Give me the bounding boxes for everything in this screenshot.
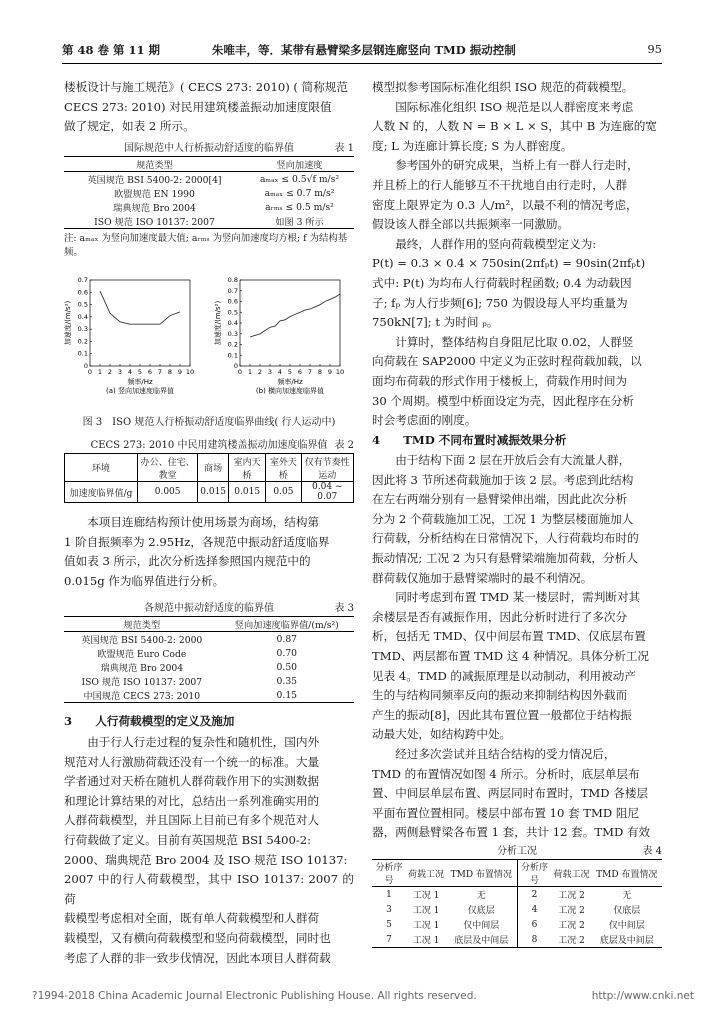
text-line: 假设该人群全部以共振频率一同激励。 <box>372 217 570 232</box>
table-cell: 底层及中间层 <box>599 936 654 946</box>
table-caption <box>64 139 354 154</box>
text-line: 2007 中的行人荷载模型，其中 ISO 10137: 2007 的荷 <box>64 872 354 906</box>
text-line: 考虑了人群的非一致步伐情况，因此本项目人群荷载 <box>64 950 331 965</box>
table-caption-text: CECS 273: 2010 中民用建筑楼盖振动加速度临界值 <box>90 440 328 451</box>
chart-subtitle: (a) 竖向加速度临界值 <box>106 387 174 395</box>
x-tick-label: 1 <box>97 368 103 376</box>
x-axis-label: 频率/Hz <box>127 378 153 386</box>
table-header: 办公、住宅、教堂 <box>138 454 198 482</box>
text-line: 动最大处，如结构跨中处。 <box>372 727 512 742</box>
y-tick-label: 0.1 <box>77 349 88 358</box>
table-cell: 6 <box>531 919 538 930</box>
x-tick-label: 0 <box>87 368 93 376</box>
y-tick-label: 0.3 <box>227 329 238 338</box>
text-line: 并且桥上的行人能够互不干扰地自由行走时，人群 <box>372 177 628 192</box>
article-authors-title: 朱唯丰，等．某带有悬臂梁多层钢连廊竖向 TMD 振动控制 <box>212 43 516 57</box>
table-cell: 工况 2 <box>558 921 585 931</box>
table-cell: aₘₐₓ ≤ 0.7 m/s² <box>264 187 335 199</box>
x-tick-label: 3 <box>117 368 123 376</box>
plot-frame <box>240 280 340 366</box>
x-tick-label: 7 <box>307 368 313 376</box>
x-tick-label: 0 <box>237 368 243 376</box>
table-header: 分析序号 <box>521 863 549 886</box>
table-cell: 0.05 <box>266 482 301 503</box>
x-tick-label: 10 <box>185 368 195 376</box>
table-cell: 0.50 <box>276 661 298 673</box>
y-tick-label: 0.6 <box>77 288 88 297</box>
x-tick-label: 7 <box>157 368 163 376</box>
table-cell: 7 <box>386 934 392 945</box>
text-line: CECS 273: 2010) 对民用建筑楼盖振动加速度限值 <box>64 99 332 114</box>
text-line: 国际标准化组织 ISO 规范是以人群密度来考虑 <box>395 99 634 114</box>
text-line: 人数 N 的，人数 N = B × L × S，其中 B 为连廊的宽 <box>372 119 657 134</box>
text-line: 子; fₚ 为人行步频[6]; 750 为假设每人平均重量为 <box>372 295 628 310</box>
y-tick-label: 0.7 <box>77 276 88 284</box>
table-cell: 0.04 ~ 0.07 <box>301 482 353 503</box>
table-cell: 0.70 <box>276 647 298 659</box>
series-line <box>100 291 180 324</box>
text-line: 最终，人群作用的竖向荷载模型定义为: <box>395 236 597 251</box>
table-header: 竖向加速度临界值/(m/s²) <box>234 620 339 631</box>
text-line: 和理论计算结果的对比，总结出一系列准确实用的 <box>64 793 320 808</box>
table-cell: 2 <box>531 889 538 900</box>
page-number: 95 <box>647 42 662 56</box>
table-cell: 0.015 <box>229 482 266 503</box>
table-2 <box>64 436 354 503</box>
text-line: TMD 的布置情况如图 4 所示。分析时，底层单层布 <box>372 766 640 781</box>
text-line: 余楼层是否有减振作用，因此分析时进行了多次分 <box>372 609 628 624</box>
y-tick-label: 0.5 <box>77 300 88 309</box>
table-cell: ISO 规范 ISO 10137: 2007 <box>94 217 215 228</box>
y-axis-label: 加速度/(m/s²) <box>64 300 72 346</box>
x-tick-label: 5 <box>287 368 293 376</box>
table-caption <box>64 436 354 451</box>
table-cell: 瑞典规范 Bro 2004 <box>113 203 196 214</box>
table-cell: 英国规范 BSI 5400-2: 2000[4] <box>87 175 222 186</box>
table-cell: 中国规范 CECS 273: 2010 <box>83 691 201 702</box>
text-line: P(t) = 0.3 × 0.4 × 750sin(2πfₚt) = 90sin(2πfₚt) <box>372 256 646 271</box>
y-tick-label: 0.1 <box>227 351 238 360</box>
text-line: 振动情况; 工况 2 为只有悬臂梁端施加荷载，分析人 <box>372 550 638 565</box>
table-caption-text: 各规范中振动舒适度的临界值 <box>144 603 274 614</box>
text-line: 人群荷载模型，并且国际上目前已有多个规范对人 <box>64 813 320 828</box>
running-header <box>62 40 662 60</box>
table-cell: 工况 1 <box>412 921 440 931</box>
text-line: 本项目连廊结构预计使用场景为商场，结构第 <box>87 515 320 529</box>
y-tick-label: 0.3 <box>77 325 88 334</box>
plot-frame <box>90 280 190 366</box>
table-header: 荷载工况 <box>553 869 590 880</box>
table-cell: 工况 1 <box>412 936 440 946</box>
table-cell: ISO 规范 ISO 10137: 2007 <box>81 677 203 688</box>
text-line: 群荷载仅施加于悬臂梁端时的最不利情况。 <box>372 570 593 585</box>
x-tick-label: 2 <box>257 368 263 376</box>
y-tick-label: 0.4 <box>227 319 238 327</box>
table-3-grid <box>64 616 354 703</box>
y-tick-label: 0.6 <box>227 297 238 306</box>
table-cell: 3 <box>386 904 392 915</box>
table-header: TMD 布置情况 <box>596 869 658 880</box>
x-tick-label: 6 <box>297 368 303 376</box>
table-caption-text: 分析工况 <box>497 846 537 857</box>
x-tick-label: 8 <box>317 368 323 376</box>
table-header: TMD 布置情况 <box>446 860 517 887</box>
text-line: 经过多次尝试并且结合结构的受力情况后， <box>395 746 616 761</box>
text-line: 置、中间层单层布置、两层同时布置时，TMD 各楼层 <box>372 786 649 801</box>
left-para-3 <box>64 733 354 968</box>
x-tick-label: 4 <box>277 368 283 376</box>
table-caption <box>372 842 662 857</box>
table-header: 竖向加速度 <box>276 160 323 171</box>
table-4 <box>372 842 662 948</box>
table-header: 规范类型 <box>136 160 173 171</box>
table-1-grid <box>64 156 354 229</box>
table-cell: 如图 3 所示 <box>275 217 324 228</box>
table-cell: 0.005 <box>138 482 198 503</box>
table-cell: 5 <box>386 919 392 930</box>
table-cell: 0.87 <box>276 633 298 645</box>
text-line: 做了规定，如表 2 所示。 <box>64 119 195 134</box>
text-line: 器，两侧悬臂梁各布置 1 套，共计 12 套。TMD 有效 <box>372 825 651 840</box>
chart-subtitle: (b) 横向加速度临界值 <box>255 387 325 395</box>
right-text-block-2 <box>372 451 662 843</box>
x-axis-label: 频率/Hz <box>277 378 303 386</box>
y-tick-label: 0.8 <box>227 276 238 284</box>
text-line: 度; L 为连廊计算长度; S 为人群密度。 <box>372 138 573 153</box>
x-tick-label: 4 <box>127 368 133 376</box>
table-number: 表 2 <box>334 440 354 451</box>
table-cell: 加速度临界值/g <box>65 482 138 503</box>
table-cell: 0.15 <box>276 689 298 701</box>
table-cell: 工况 2 <box>558 936 585 946</box>
text-line: TMD、两层都布置 TMD 这 4 种情况。具体分析工况 <box>372 648 650 663</box>
table-1 <box>64 139 354 260</box>
figure-3-caption: 图 3 ISO 规范人行桥振动舒适度临界曲线( 行人运动中) <box>82 417 336 428</box>
table-cell: 瑞典规范 Bro 2004 <box>100 663 184 674</box>
text-line: 0.015g 作为临界值进行分析。 <box>64 573 225 588</box>
text-line: 因此将 3 节所述荷载施加于该 2 层。考虑到此结构 <box>372 472 634 487</box>
y-tick-label: 0.7 <box>227 286 238 295</box>
y-tick-label: 0 <box>233 362 238 370</box>
text-line: 在左右两端分别有一悬臂梁伸出端，因此此次分析 <box>372 492 628 507</box>
journal-volume: 第 48 卷 第 11 期 <box>62 43 161 57</box>
y-axis-label: 加速度/(m/s²) <box>214 300 222 346</box>
chart-b <box>213 276 344 395</box>
table-cell: 工况 2 <box>558 906 585 916</box>
text-line: 面均布荷载的形式作用于楼板上，荷载作用时间为 <box>372 373 628 388</box>
text-line: 值如表 3 所示，此次分析选择参照国内规范中的 <box>64 554 311 569</box>
table-header: 规范类型 <box>123 620 161 631</box>
text-line: 计算时，整体结构自身阻尼比取 0.02，人群竖 <box>395 334 634 349</box>
y-tick-label: 0.5 <box>227 308 238 317</box>
table-cell: 仅中间层 <box>446 917 517 932</box>
table-cell: 工况 1 <box>412 891 440 901</box>
x-tick-label: 3 <box>267 368 273 376</box>
left-intro <box>64 78 354 137</box>
text-line: 向荷载在 SAP2000 中定义为正弦时程荷载加载，以 <box>372 354 642 369</box>
text-line: 750kN[7]; t 为时间 ₚ。 <box>372 315 499 330</box>
text-line: 行荷载，分析结构在日常情况下，人行荷载均布时的 <box>372 531 639 546</box>
table-cell: 无 <box>446 887 517 903</box>
text-line: 参考国外的研究成果，当桥上有一群人行走时， <box>395 158 639 173</box>
table-2-grid <box>64 453 354 503</box>
right-text-block-1 <box>372 78 662 431</box>
table-header: 分析序号 <box>375 863 403 886</box>
table-cell: 0.015 <box>198 482 229 503</box>
section-3-title: 3 人行荷载模型的定义及施加 <box>64 714 235 728</box>
x-tick-label: 8 <box>167 368 173 376</box>
x-tick-label: 2 <box>107 368 113 376</box>
table-number: 表 1 <box>334 143 354 154</box>
text-line: 产生的振动[8]，因此其布置位置一般都位于结构振 <box>372 707 632 722</box>
table-cell: 1 <box>386 889 392 900</box>
copyright: ?1994-2018 China Academic Journal Electronic Publishing House. All rights reserved. <box>32 990 477 1002</box>
x-tick-label: 10 <box>335 368 345 376</box>
text-line: 时会考虑面的刚度。 <box>372 413 477 428</box>
table-3 <box>64 599 354 703</box>
y-tick-label: 0.2 <box>227 340 238 349</box>
table-header: 商场 <box>198 454 229 482</box>
y-tick-label: 0.2 <box>77 337 88 346</box>
table-cell: 工况 1 <box>412 906 440 916</box>
text-line: 载模型考虑相对全面，既有单人荷载模型和人群荷 <box>64 911 320 926</box>
table-header: 室外天桥 <box>266 454 301 482</box>
table-1-note: 注: aₘₐₓ 为竖向加速度最大值; aᵣₘₛ 为竖向加速度均方根; f 为结构基频。 <box>64 233 348 258</box>
left-para-2 <box>64 513 354 591</box>
table-cell: 仅底层 <box>613 906 641 916</box>
text-line: 同时考虑到布置 TMD 某一楼层时，需判断对其 <box>395 590 641 605</box>
x-tick-label: 5 <box>137 368 143 376</box>
table-cell: 欧盟规范 Euro Code <box>97 649 187 660</box>
table-cell: 英国规范 BSI 5400-2: 2000 <box>81 635 203 646</box>
text-line: 由于行人行走过程的复杂性和随机性，国内外 <box>87 735 320 749</box>
table-header: 仅有节奏性运动 <box>301 454 353 482</box>
series-line <box>250 294 340 337</box>
x-tick-label: 6 <box>147 368 153 376</box>
table-header: 环境 <box>65 454 138 482</box>
table-header: 室内天桥 <box>229 454 266 482</box>
text-line: 1 阶自振频率为 2.95Hz，各规范中振动舒适度临界 <box>64 534 330 549</box>
table-header: 荷载工况 <box>408 869 445 880</box>
table-cell: aᵣₘₛ ≤ 0.5 m/s² <box>265 201 334 213</box>
table-cell: 4 <box>531 904 538 915</box>
table-number: 表 4 <box>642 846 662 857</box>
table-cell: 仅中间层 <box>608 921 645 931</box>
text-line: 2000、瑞典规范 Bro 2004 及 ISO 规范 ISO 10137: <box>64 852 348 867</box>
text-line: 载模型，又有横向荷载模型和竖向荷载模型，同时也 <box>64 930 331 945</box>
text-line: 分为 2 个荷载施加工况，工况 1 为整层楼面施加人 <box>372 511 634 526</box>
section-4-title: 4 TMD 不同布置时减振效果分析 <box>372 433 567 447</box>
table-caption-text: 国际规范中人行桥振动舒适度的临界值 <box>124 143 294 154</box>
x-tick-label: 1 <box>247 368 253 376</box>
table-caption <box>64 599 354 614</box>
table-cell: 0.35 <box>276 675 298 687</box>
text-line: 由于结构下面 2 层在开放后会有大流量人群， <box>395 453 631 467</box>
text-line: 式中: P(t) 为均布人行荷载时程函数; 0.4 为动载因 <box>372 275 632 290</box>
text-line: 学者通过对天桥在随机人群荷载作用下的实测数据 <box>64 774 320 789</box>
text-line: 密度上限界定为 0.3 人/m²，以最不利的情况考虑， <box>372 197 638 212</box>
table-cell: aₘₐₓ ≤ 0.5√f m/s² <box>259 173 340 185</box>
text-line: 析，包括无 TMD、仅中间层布置 TMD、仅底层布置 <box>372 629 646 644</box>
text-line: 见表 4。TMD 的减振原理是以动制动，利用被动产 <box>372 668 636 683</box>
table-cell: 工况 2 <box>558 891 585 901</box>
text-line: 平面布置位置相同。楼层中部布置 10 套 TMD 阻尼 <box>372 805 640 820</box>
cnki-link[interactable]: http://www.cnki.net <box>591 990 694 1002</box>
table-number: 表 3 <box>334 603 354 614</box>
text-line: 生的与结构同频率反向的振动来抑制结构因外载而 <box>372 688 628 703</box>
table-cell: 无 <box>622 891 632 901</box>
x-tick-label: 9 <box>327 368 333 376</box>
table-cell: 欧盟规范 EN 1990 <box>114 189 195 200</box>
table-cell: 8 <box>531 934 538 945</box>
y-tick-label: 0.4 <box>77 312 88 321</box>
text-line: 规范对人行激励荷载还没有一个统一的标准。大量 <box>64 754 320 769</box>
text-line: 楼板设计与施工规范》( CECS 273: 2010) ( 简称规范 <box>64 80 348 94</box>
header-rule <box>62 63 662 64</box>
text-line: 30 个周期。模型中桥面设定为壳，因此程序在分析 <box>372 393 634 408</box>
figure-3 <box>64 274 354 406</box>
chart-a <box>64 276 194 395</box>
text-line: 模型拟参考国际标准化组织 ISO 规范的荷载模型。 <box>372 80 634 94</box>
y-tick-label: 0 <box>83 362 88 370</box>
table-cell: 底层及中间层 <box>446 932 517 948</box>
x-tick-label: 9 <box>177 368 183 376</box>
table-4-grid <box>372 859 662 948</box>
table-cell: 仅底层 <box>446 902 517 917</box>
text-line: 行荷载做了定义。目前有英国规范 BSI 5400-2: <box>64 832 312 847</box>
